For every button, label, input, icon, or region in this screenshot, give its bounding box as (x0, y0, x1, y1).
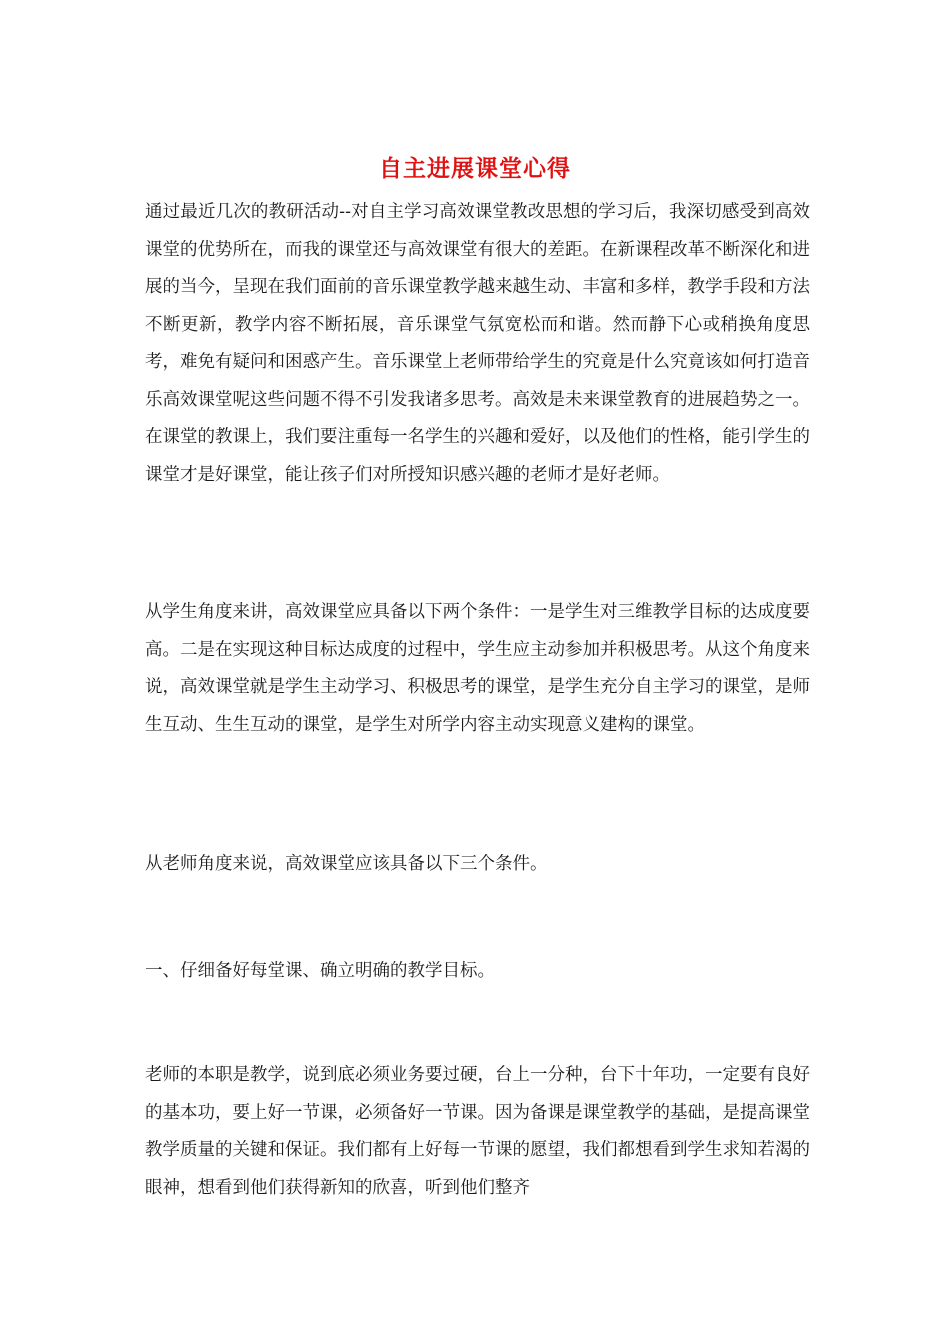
paragraph-heading-one: 一、仔细备好每堂课、确立明确的教学目标。 (145, 961, 495, 981)
paragraph-student-perspective: 从学生角度来讲，高效课堂应具备以下两个条件：一是学生对三维教学目标的达成度要高。二是在实现这种目标达成度的过程中，学生应主动参加并积极思考。从这个角度来说，高效课堂就是学生主动学习、积极思考的课堂，是学生充分自主学习的课堂，是师生互动、生生互动的课堂，是学生对所学内容主动实现意义建构的课堂。 (145, 602, 810, 735)
paragraph-teacher-perspective: 从老师角度来说，高效课堂应该具备以下三个条件。 (145, 854, 548, 874)
paragraph-intro: 通过最近几次的教研活动--对自主学习高效课堂教改思想的学习后，我深切感受到高效课堂的优势所在，而我的课堂还与高效课堂有很大的差距。在新课程改革不断深化和进展的当今，呈现在我们面前的音乐课堂教学越来越生动、丰富和多样，教学手段和方法不断更新，教学内容不断拓展，音乐课堂气氛宽松而和谐。然而静下心或稍换角度思考，难免有疑问和困惑产生。音乐课堂上老师带给学生的究竟是什么究竟该如何打造音乐高效课堂呢这些问题不得不引发我诸多思考。高效是未来课堂教育的进展趋势之一。在课堂的教课上，我们要注重每一名学生的兴趣和爱好，以及他们的性格，能引学生的课堂才是好课堂，能让孩子们对所授知识感兴趣的老师才是好老师。 (145, 202, 810, 485)
paragraph-lesson-preparation: 老师的本职是教学，说到底必须业务要过硬，台上一分种，台下十年功，一定要有良好的基本功，要上好一节课，必须备好一节课。因为备课是课堂教学的基础，是提高课堂教学质量的关键和保证。我们都有上好每一节课的愿望，我们都想看到学生求知若渴的眼神，想看到他们获得新知的欣喜，听到他们整齐 (145, 1065, 810, 1198)
document-title: 自主进展课堂心得 (379, 155, 571, 182)
